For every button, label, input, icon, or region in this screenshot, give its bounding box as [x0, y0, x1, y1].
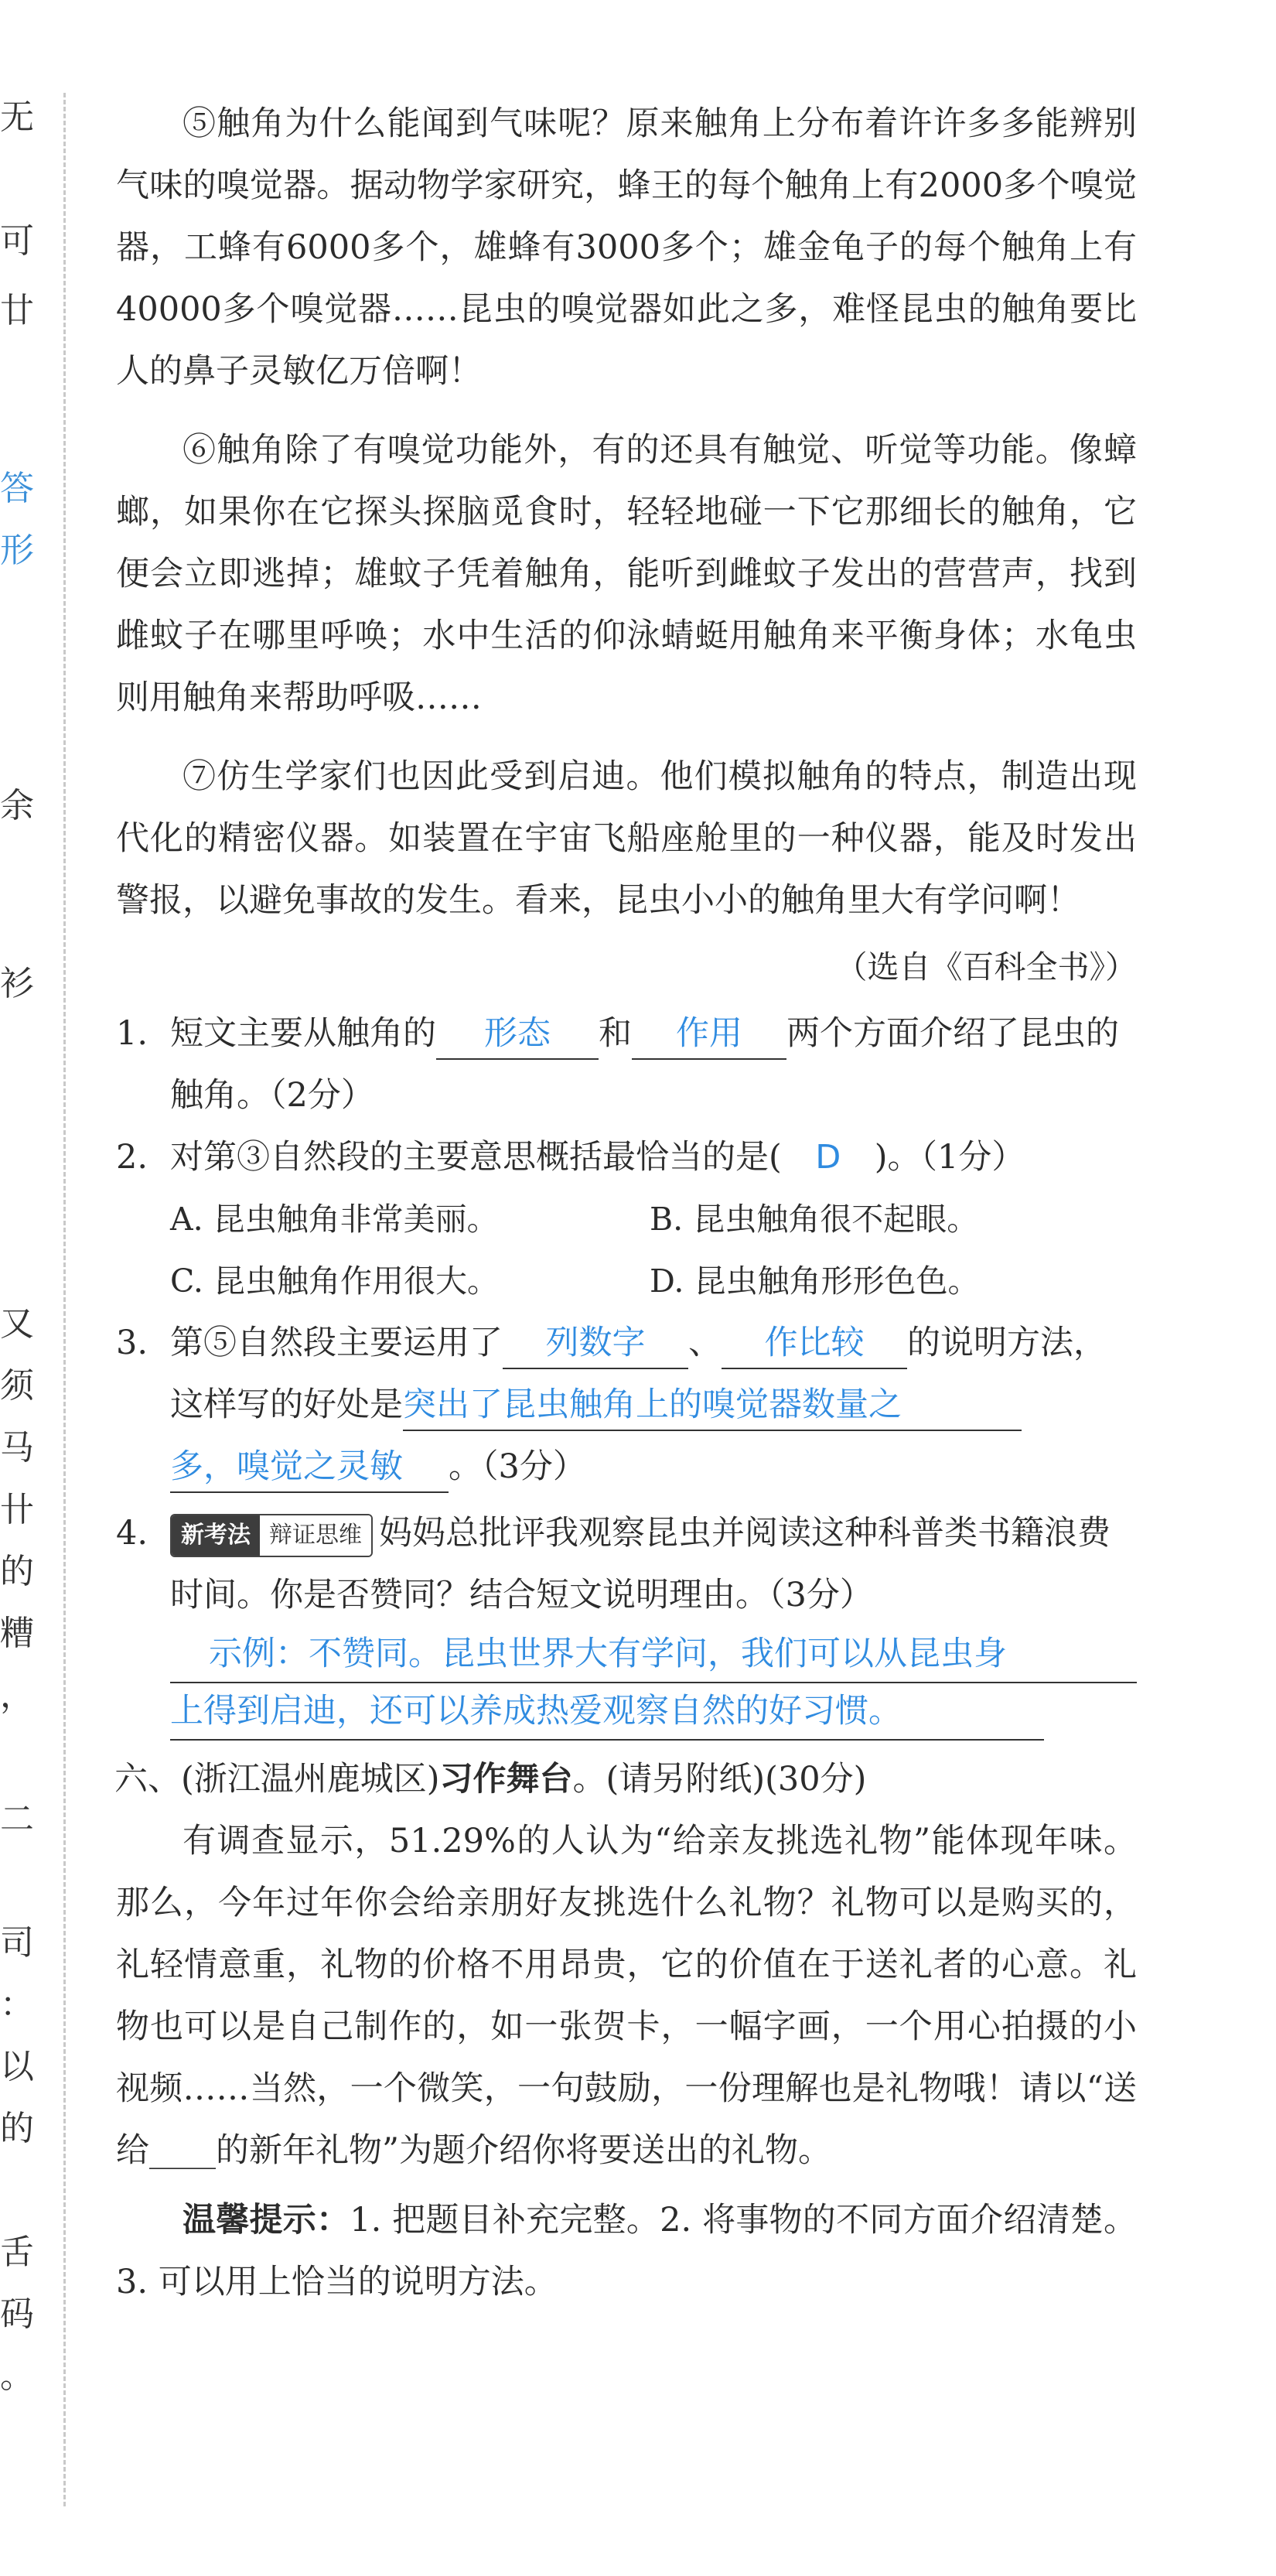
question-text: 第⑤自然段主要运用了	[170, 1324, 503, 1362]
answer-text: 示例：不赞同。昆虫世界大有学问，我们可以从昆虫身	[209, 1635, 1007, 1673]
section-6-heading	[114, 1748, 1137, 1810]
margin-fragment: 舌	[0, 2233, 34, 2272]
question-1	[116, 1003, 1137, 1126]
answer-line	[170, 1683, 1044, 1741]
margin-fragment: 的	[0, 2109, 34, 2148]
question-text: )。（1分）	[874, 1138, 1025, 1177]
question-4	[116, 1502, 1137, 1741]
margin-fragment: 衫	[0, 964, 34, 1003]
margin-fragment: 答	[0, 469, 34, 508]
margin-fragment: 司	[0, 1923, 34, 1963]
badge-main: 新考法	[172, 1515, 260, 1556]
answer-choice: D	[815, 1138, 841, 1177]
question-text: 两个方面介绍了昆虫的触角。（2分）	[170, 1014, 1119, 1115]
question-number: 4.	[116, 1514, 148, 1553]
margin-fragment: 。	[0, 2356, 34, 2396]
answer-text: 上得到启迪，还可以养成热爱观察自然的好习惯。	[170, 1692, 902, 1730]
question-2	[116, 1126, 1137, 1312]
question-text: 对第③自然段的主要意思概括最恰当的是(	[170, 1138, 782, 1177]
answer-line	[170, 1626, 1137, 1683]
margin-fragment: 码	[0, 2294, 34, 2334]
answer-blank: 形态	[436, 1009, 599, 1060]
margin-fragment: 廿	[0, 291, 34, 330]
binding-dashed-line	[63, 93, 66, 2506]
option-d: D. 昆虫触角形形色色。	[650, 1262, 980, 1300]
question-number: 3.	[116, 1324, 148, 1362]
option-b: B. 昆虫触角很不起眼。	[650, 1201, 979, 1238]
question-text: 。（3分）	[449, 1447, 586, 1486]
margin-fragment: 马	[0, 1428, 34, 1467]
margin-fragment: 卄	[0, 1490, 34, 1529]
margin-fragment: 又	[0, 1304, 34, 1344]
tips-text: 1. 把题目补充完整。2. 将事物的不同方面介绍清楚。3. 可以用上恰当的说明方法。	[116, 2201, 1138, 2301]
question-text: 和	[599, 1014, 632, 1053]
margin-fragment: 以	[0, 2047, 34, 2086]
badge-sub: 辩证思维	[260, 1515, 371, 1556]
paragraph-5: ⑤触角为什么能闻到气味呢？原来触角上分布着许许多多能辨别气味的嗅觉器。据动物学家研究，蜂王的每个触角上有2000多个嗅觉器，工蜂有6000多个，雄蜂有3000多个；雄金龟子的每个触角上有40000多个嗅觉器……昆虫的嗅觉器如此之多，难怪昆虫的触角要比人的鼻子灵敏亿万倍啊！	[116, 104, 1137, 391]
answer-blank: 多，嗅觉之灵敏	[170, 1442, 449, 1493]
margin-fragment: 的	[0, 1552, 34, 1591]
question-3	[116, 1312, 1137, 1498]
question-text: 的说明方法，这样写的好处是	[170, 1324, 1107, 1424]
margin-fragment: 二	[0, 1799, 34, 1839]
warm-tips	[116, 2189, 1137, 2313]
section-suffix: 。(请另附纸)(30分)	[572, 1760, 867, 1799]
source-citation: （选自《百科全书》）	[835, 948, 1137, 986]
tips-label: 温馨提示：	[183, 2201, 350, 2239]
margin-fragment: 形	[0, 531, 34, 570]
new-exam-badge	[170, 1514, 373, 1557]
paragraph-6: ⑥触角除了有嗅觉功能外，有的还具有触觉、听觉等功能。像蟑螂，如果你在它探头探脑觅食时，轻轻地碰一下它那细长的触角，它便会立即逃掉；雄蚊子凭着触角，能听到雌蚊子发出的营营声，找到雌蚊子在哪里呼唤；水中生活的仰泳蜻蜓用触角来平衡身体；水龟虫则用触角来帮助呼吸……	[116, 431, 1137, 717]
margin-fragment: 余	[0, 786, 34, 825]
answer-blank: 作比较	[722, 1318, 907, 1369]
answer-blank: 作用	[632, 1009, 786, 1060]
margin-fragment: 糟	[0, 1614, 34, 1653]
question-number: 1.	[116, 1014, 148, 1053]
main-content	[116, 93, 1137, 2313]
section-prefix: 六、(浙江温州鹿城区)	[114, 1760, 440, 1799]
question-number: 2.	[116, 1138, 148, 1177]
question-text: 妈妈总批评我观察昆虫并阅读这种科普类书籍浪费时间。你是否赞同？结合短文说明理由。（3分）	[170, 1514, 1111, 1614]
paragraph-7: ⑦仿生学家们也因此受到启迪。他们模拟触角的特点，制造出现代化的精密仪器。如装置在宇宙飞船座舱里的一种仪器，能及时发出警报，以避免事故的发生。看来，昆虫小小的触角里大有学问啊！	[116, 757, 1137, 920]
options-grid	[170, 1188, 1137, 1312]
question-text: 短文主要从触角的	[170, 1014, 436, 1053]
answer-blank: 列数字	[503, 1318, 688, 1369]
option-a: A. 昆虫触角非常美丽。	[170, 1201, 499, 1238]
option-c: C. 昆虫触角作用很大。	[170, 1262, 499, 1300]
answer-blank: 突出了昆虫触角上的嗅觉器数量之	[403, 1380, 1022, 1431]
margin-fragment: ：	[0, 1985, 34, 2024]
margin-fragment: 须	[0, 1366, 34, 1406]
margin-fragment: 无	[0, 97, 34, 137]
margin-fragment: 可	[0, 221, 34, 261]
margin-fragment: ，	[0, 1676, 34, 1715]
cropped-margin-column	[0, 0, 54, 2576]
writing-prompt: 有调查显示，51.29%的人认为“给亲友挑选礼物”能体现年味。那么，今年过年你会给亲朋好友挑选什么礼物？礼物可以是购买的，礼轻情意重，礼物的价格不用昂贵，它的价值在于送礼者的心意。礼物也可以是自己制作的，如一张贺卡，一幅字画，一个用心拍摄的小视频……当然，一个微笑，一句鼓励，一份理解也是礼物哦！请以“送给____的新年礼物”为题介绍你将要送出的礼物。	[116, 1822, 1137, 2170]
section-title: 习作舞台	[439, 1760, 573, 1799]
question-text: 、	[688, 1324, 722, 1362]
